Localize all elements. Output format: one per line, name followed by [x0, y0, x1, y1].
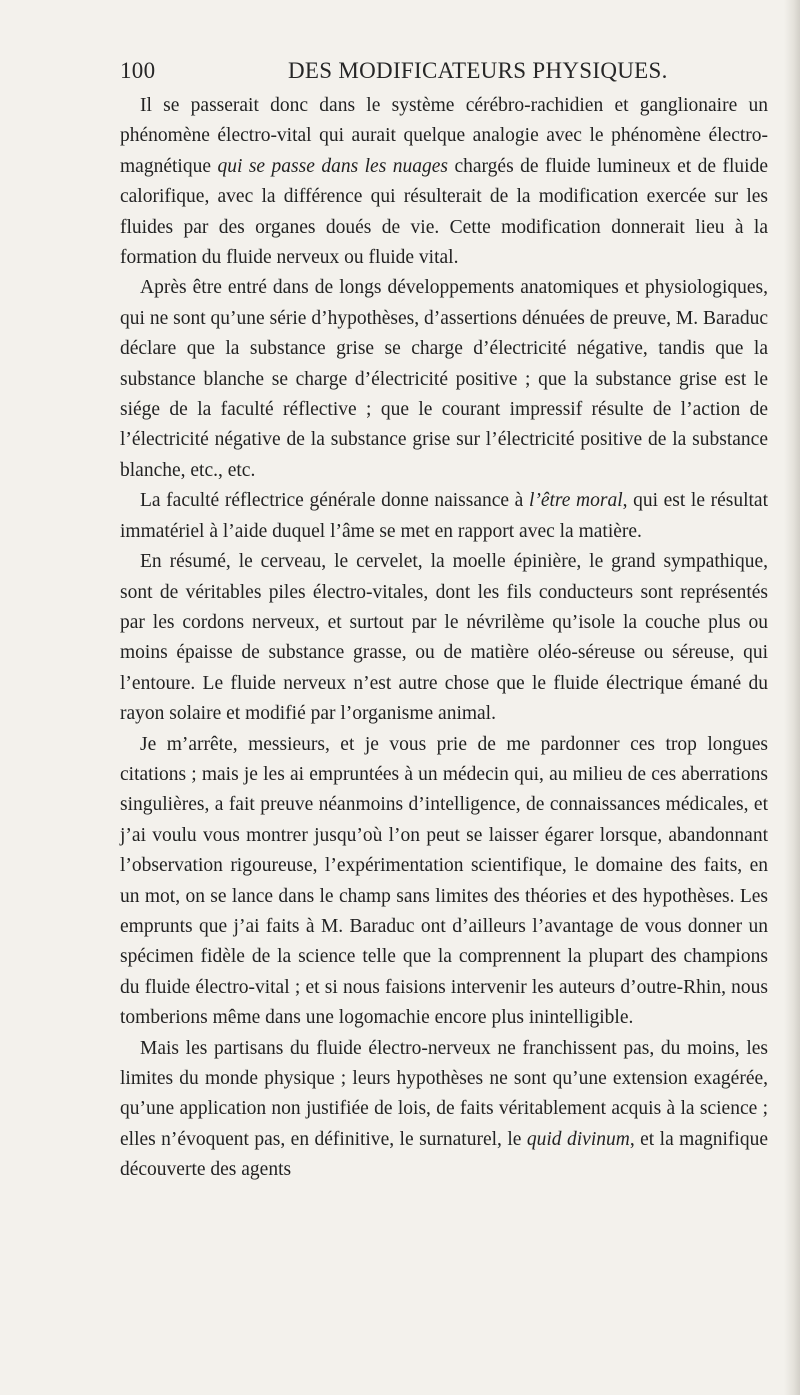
body-text: [120, 91, 768, 1186]
page-edge-shadow: [784, 0, 800, 1395]
running-title: DES MODIFICATEURS PHYSIQUES.: [288, 58, 668, 83]
italic-text-segment: l’être moral: [528, 490, 623, 512]
text-segment: Après être entré dans de longs développements anatomiques et physiologiques, qui ne sont qu’une série d’hypothèses, d’assertions dénuées de preuve, M. Baraduc déclare que la substance grise se charge d’électricité négative, tandis que la substance blanche se charge d’électricité positive ; que la substance grise est le siége de la faculté réflective ; que le courant impressif résulte de l’action de l’électricité négative de la substance grise sur l’électricité positive de la substance blanche, etc., etc.: [120, 277, 768, 481]
text-segment: La faculté réflectrice générale donne naissance à: [140, 490, 529, 512]
page-number: 100: [120, 58, 156, 83]
text-segment: En résumé, le cerveau, le cervelet, la moelle épinière, le grand sympathique, sont de véritables piles électro-vitales, dont les fils conducteurs sont représentés par les cordons nerveux, et surtout par le névrilème qu’isole la couche plus ou moins épaisse de substance grasse, ou de matière oléo-séreuse ou séreuse, qui l’entoure. Le fluide nerveux n’est autre chose que le fluide électrique émané du rayon solaire et modifié par l’organisme animal.: [120, 551, 768, 725]
paragraph: [120, 91, 768, 273]
paragraph: [120, 730, 768, 1034]
italic-text-segment: qui se passe dans les nuages: [217, 155, 449, 177]
text-segment: Je m’arrête, messieurs, et je vous prie de me pardonner ces trop longues citations ; mais je les ai empruntées à un médecin qui, au milieu de ces aberrations singulières, a fait preuve néanmoins d’intelligence, de connaissances médicales, et j’ai voulu vous montrer jusqu’où l’on peut se laisser égarer lorsque, abandonnant l’observation rigoureuse, l’expérimentation scientifique, le domaine des faits, en un mot, on se lance dans le champ sans limites des théories et des hypothèses. Les emprunts que j’ai faits à M. Baraduc ont d’ailleurs l’avantage de vous donner un spécimen fidèle de la science telle que la comprennent la plupart des champions du fluide électro-vital ; et si nous faisions intervenir les auteurs d’outre-Rhin, nous tomberions même dans une logomachie encore plus inintelligible.: [120, 733, 768, 1029]
paragraph: [120, 486, 768, 547]
text-segment: chargés de fluide lumineux et de fluide calorifique, avec la différence qui résulterait de la modification exercée sur les fluides par des organes doués de vie. Cette modification donnerait lieu à la formation du fluide nerveux ou fluide vital.: [120, 155, 768, 269]
text-segment: Mais les partisans du fluide électro-nerveux ne franchissent pas, du moins, les limites du monde physique ; leurs hypothèses ne sont qu’une extension exagérée, qu’une application non justifiée de lois, de faits véritablement acquis à la science ; elles n’évoquent pas, en définitive, le surnaturel, le: [120, 1037, 768, 1150]
paragraph: [120, 273, 768, 486]
italic-text-segment: quid divinum: [526, 1128, 630, 1150]
text-segment: , et la magnifique découverte des agents: [120, 1128, 768, 1181]
paragraph: [120, 547, 768, 729]
text-segment: , qui est le résultat immatériel à l’aide duquel l’âme se met en rapport avec la matière.: [120, 490, 768, 542]
paragraph: [120, 1034, 768, 1186]
text-segment: Il se passerait donc dans le système cérébro-rachidien et ganglionaire un phénomène électro-vital qui aurait quelque analogie avec le phénomène électro-magnétique: [120, 95, 768, 177]
